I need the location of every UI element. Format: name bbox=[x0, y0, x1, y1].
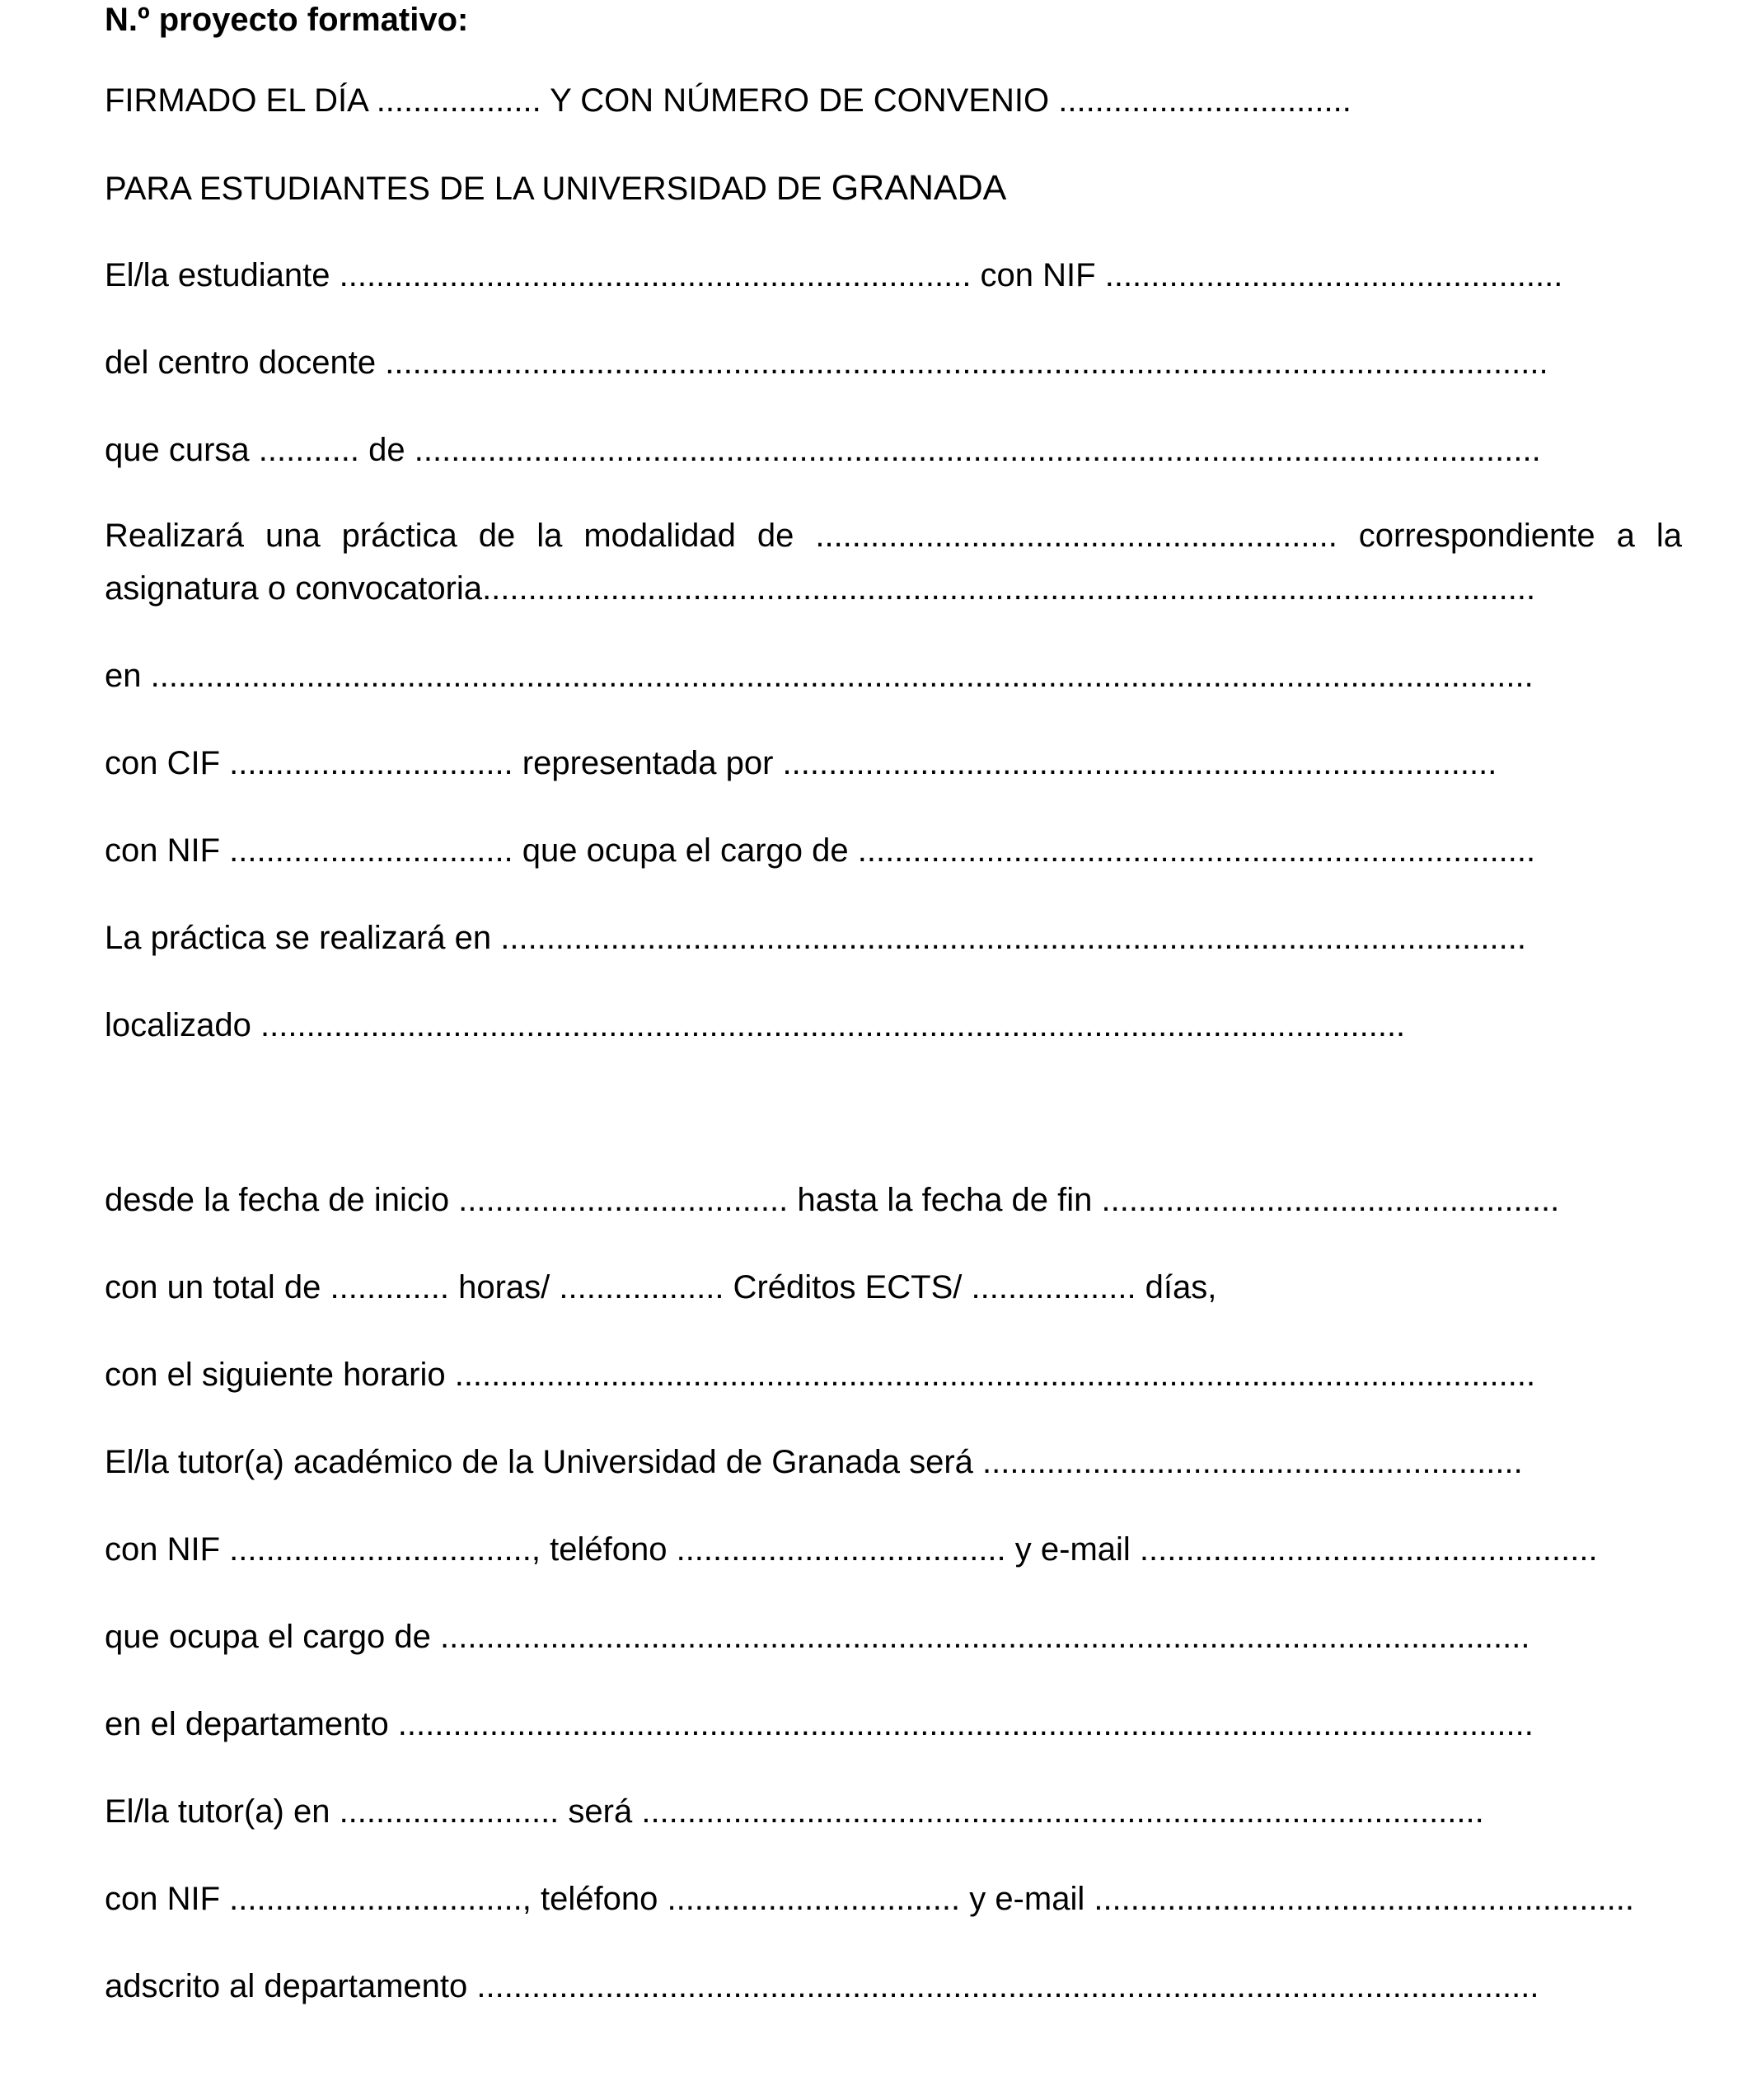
signed-date-line: FIRMADO EL DÍA .................. Y CON NÚMERO DE CONVENIO ................................ bbox=[105, 82, 1351, 119]
schedule-line: con el siguiente horario ...................................................................................................................... bbox=[105, 1357, 1536, 1393]
practice-modality-line: Realizará una práctica de la modalidad de ......................................................... correspondiente a la bbox=[105, 518, 1682, 554]
university-name: GRANADA bbox=[831, 168, 1007, 208]
academic-tutor-position-line: que ocupa el cargo de ....................................................................................................................... bbox=[105, 1619, 1530, 1655]
teaching-center-line: del centro docente ............................................................................................................................... bbox=[105, 345, 1548, 381]
entity-tutor-contact-line: con NIF ................................, teléfono ................................ y e-mail ........................................................... bbox=[105, 1881, 1635, 1917]
located-line: localizado ............................................................................................................................. bbox=[105, 1007, 1406, 1043]
university-prefix: PARA ESTUDIANTES DE LA UNIVERSIDAD DE bbox=[105, 171, 831, 207]
dates-line: desde la fecha de inicio .................................... hasta la fecha de fin .................................................. bbox=[105, 1182, 1560, 1218]
subject-line: asignatura o convocatoria................................................................................................................... bbox=[105, 570, 1536, 607]
university-line bbox=[105, 168, 1006, 209]
academic-tutor-contact-line: con NIF ................................., teléfono .................................... y e-mail .................................................. bbox=[105, 1531, 1598, 1568]
practice-location-line: La práctica se realizará en ................................................................................................................ bbox=[105, 920, 1526, 956]
course-line: que cursa ........... de ........................................................................................................................... bbox=[105, 432, 1541, 468]
assigned-department-line: adscrito al departamento .................................................................................................................... bbox=[105, 1968, 1539, 2004]
entity-line: en ....................................................................................................................................................... bbox=[105, 658, 1534, 694]
academic-tutor-line: El/la tutor(a) académico de la Universidad de Granada será ........................................................... bbox=[105, 1444, 1523, 1480]
department-line: en el departamento ............................................................................................................................ bbox=[105, 1706, 1534, 1742]
student-line: El/la estudiante ..................................................................... con NIF .................................................. bbox=[105, 257, 1563, 293]
total-hours-line: con un total de ............. horas/ .................. Créditos ECTS/ .................. días, bbox=[105, 1269, 1217, 1305]
project-number-title: N.º proyecto formativo: bbox=[105, 2, 469, 38]
cif-representative-line: con CIF ............................... representada por .............................................................................. bbox=[105, 745, 1497, 781]
representative-position-line: con NIF ............................... que ocupa el cargo de .......................................................................... bbox=[105, 832, 1536, 869]
entity-tutor-line: El/la tutor(a) en ........................ será ............................................................................................ bbox=[105, 1793, 1484, 1830]
